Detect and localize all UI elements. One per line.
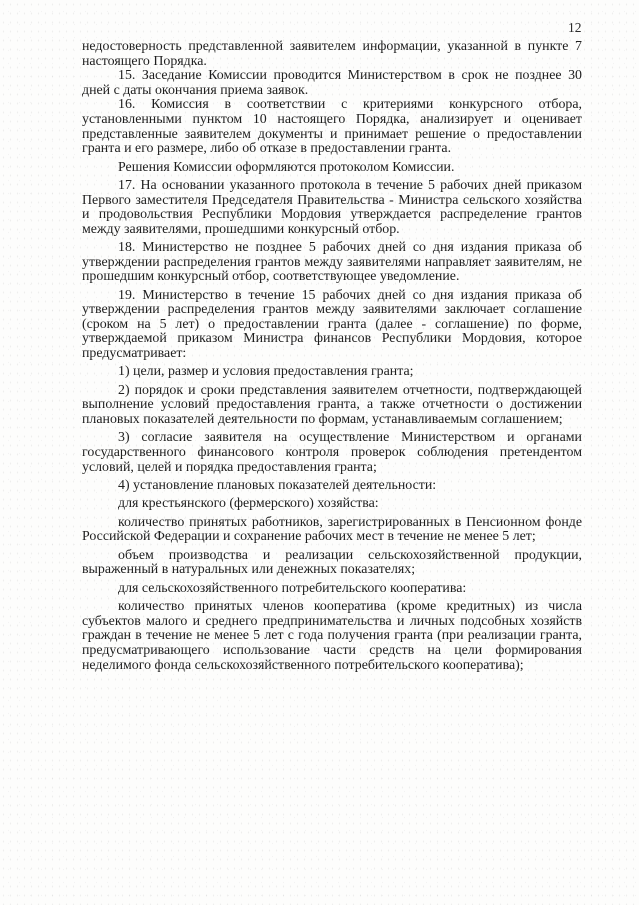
- paragraph: 15. Заседание Комиссии проводится Министерством в срок не позднее 30 дней с даты окончания приема заявок.: [82, 68, 582, 98]
- paragraph: Решения Комиссии оформляются протоколом Комиссии.: [118, 159, 455, 175]
- list-item: 4) установление плановых показателей деятельности:: [118, 478, 437, 493]
- paragraph: для сельскохозяйственного потребительского кооператива:: [118, 580, 467, 596]
- paragraph: 16. Комиссия в соответствии с критериями конкурсного отбора, установленными пунктом 10 настоящего Порядка, анализирует и оценивает представленные заявителем документы и принимает решение о предоставлении гранта и его размере, либо об отказе в предоставлении гранта.: [82, 97, 582, 157]
- paragraph: 18. Министерство не позднее 5 рабочих дней со дня издания приказа об утверждении распределения грантов между заявителями направляет заявителям, не прошедшим конкурсный отбор, соответствующее уведомление.: [82, 240, 582, 285]
- paragraph: количество принятых работников, зарегистрированных в Пенсионном фонде Российской Федерации и сохранение рабочих мест в течение не менее 5 лет;: [82, 514, 582, 545]
- paragraph: объем производства и реализации сельскохозяйственной продукции, выраженный в натуральных или денежных показателях;: [82, 547, 582, 578]
- list-item: 2) порядок и сроки представления заявителем отчетности, подтверждающей выполнение условий предоставления гранта, а также отчетности о достижении плановых показателей деятельности по формам, устанавливаемым соглашением;: [82, 382, 582, 428]
- paragraph: 19. Министерство в течение 15 рабочих дней со дня издания приказа об утверждении распределения грантов между заявителями заключает соглашение (сроком на 5 лет) о предоставлении гранта (далее - соглашение) по форме, утверждаемой приказом Министра финансов Республики Мордовия, которое предусматривает:: [82, 287, 582, 362]
- list-item: 1) цели, размер и условия предоставления гранта;: [118, 364, 414, 380]
- paragraph: 17. На основании указанного протокола в течение 5 рабочих дней приказом Первого заместителя Председателя Правительства - Министра сельского хозяйства и продовольствия Республики Мордовия утверждается распределение грантов между заявителями, прошедшими конкурсный отбор.: [82, 177, 582, 237]
- paragraph: количество принятых членов кооператива (кроме кредитных) из числа субъектов малого и среднего предпринимательства и личных подсобных хозяйств граждан в течение не менее 5 лет с года получения гранта (при реализации гранта, предусматривающего использование части средств на цели формирования неделимого фонда сельскохозяйственного потребительского кооператива);: [82, 599, 582, 673]
- list-item: 3) согласие заявителя на осуществление Министерством и органами государственного финансового контроля проверок соблюдения претендентом условий, целей и порядка предоставления гранта;: [82, 430, 582, 475]
- paragraph: для крестьянского (фермерского) хозяйства:: [118, 496, 379, 512]
- paragraph: недостоверность представленной заявителем информации, указанной в пункте 7 настоящего Порядка.: [82, 39, 582, 69]
- page-number: 12: [568, 20, 582, 35]
- document-body: [82, 40, 582, 673]
